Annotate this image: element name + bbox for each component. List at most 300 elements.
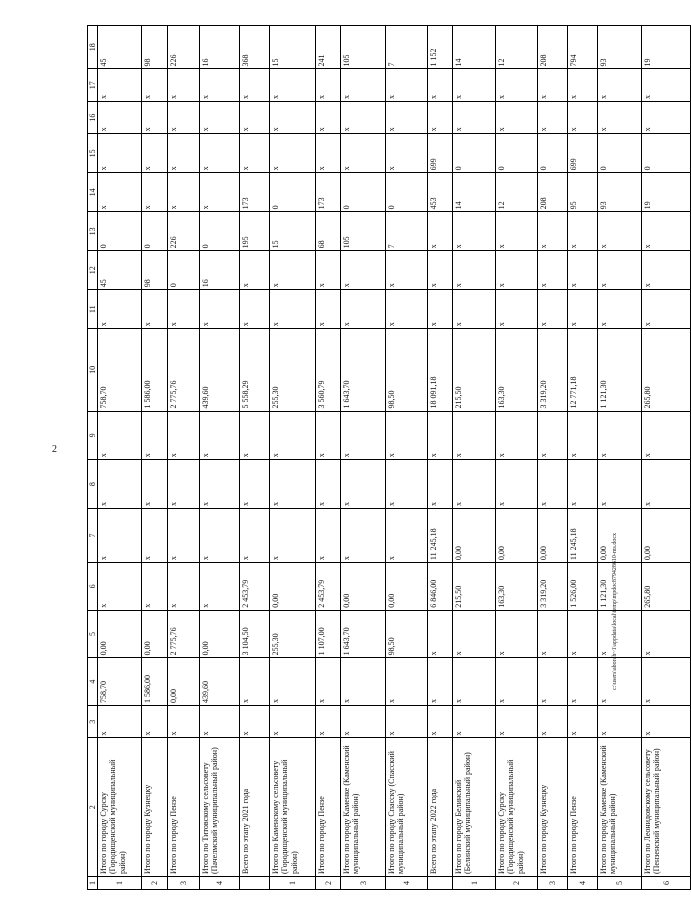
- table-row: [642, 26, 691, 890]
- table-cell: x: [270, 411, 316, 460]
- table-cell: 3 104,50: [240, 610, 270, 658]
- table-cell: x: [200, 563, 240, 611]
- column-header: 18: [88, 26, 98, 69]
- table-cell: x: [386, 411, 428, 460]
- table-cell: x: [598, 290, 642, 329]
- table-cell: x: [142, 460, 168, 509]
- table-cell: x: [568, 212, 598, 251]
- table-cell: 226: [168, 212, 200, 251]
- table-cell: x: [240, 69, 270, 101]
- table-cell: x: [240, 411, 270, 460]
- row-label-cell: Итого по городу Пензе: [168, 738, 200, 877]
- table-cell: 1 586,00: [142, 329, 168, 411]
- table-cell: 0: [453, 134, 496, 173]
- table-row: [386, 26, 428, 890]
- table-cell: x: [98, 563, 142, 611]
- table-cell: 3 560,79: [316, 329, 341, 411]
- table-cell: x: [453, 212, 496, 251]
- table-cell: x: [200, 290, 240, 329]
- table-cell: x: [200, 69, 240, 101]
- table-cell: x: [316, 101, 341, 133]
- table-cell: 5 558,29: [240, 329, 270, 411]
- table-cell: x: [496, 411, 538, 460]
- table-cell: 0,00: [598, 508, 642, 562]
- table-cell: 0,00: [98, 610, 142, 658]
- table-cell: x: [598, 69, 642, 101]
- table-cell: x: [341, 411, 386, 460]
- table-cell: 0,00: [496, 508, 538, 562]
- table-cell: x: [98, 101, 142, 133]
- table-cell: 453: [428, 173, 453, 212]
- table-cell: x: [341, 101, 386, 133]
- table-cell: 265,80: [642, 563, 691, 611]
- table-cell: 0: [496, 134, 538, 173]
- table-cell: x: [453, 290, 496, 329]
- table-cell: x: [142, 69, 168, 101]
- table-cell: x: [341, 705, 386, 737]
- column-header: 6: [88, 563, 98, 611]
- row-label-cell: Всего по этапу 2022 года: [428, 738, 453, 877]
- column-header: 15: [88, 134, 98, 173]
- column-header: 4: [88, 658, 98, 706]
- table-cell: 1 643,70: [341, 610, 386, 658]
- table-cell: x: [200, 705, 240, 737]
- table-cell: x: [142, 134, 168, 173]
- table-row: [98, 26, 142, 890]
- table-cell: 15: [270, 26, 316, 69]
- table-row: [453, 26, 496, 890]
- table-cell: 0: [200, 212, 240, 251]
- table-cell: 173: [240, 173, 270, 212]
- table-cell: 3: [168, 877, 200, 890]
- table-cell: x: [538, 212, 568, 251]
- table-cell: 1: [453, 877, 496, 890]
- table-cell: x: [316, 508, 341, 562]
- table-cell: 0,00: [453, 508, 496, 562]
- table-cell: x: [598, 251, 642, 290]
- row-label-cell: Итого по городу Кузнецку: [538, 738, 568, 877]
- row-label-cell: Итого по городу Каменке (Каменский муниципальный район): [341, 738, 386, 877]
- table-cell: x: [538, 251, 568, 290]
- table-cell: 0: [538, 134, 568, 173]
- table-cell: 758,70: [98, 658, 142, 706]
- table-cell: 1: [98, 877, 142, 890]
- table-cell: x: [168, 290, 200, 329]
- table-cell: x: [341, 251, 386, 290]
- row-label-cell: Итого по городу Сурску (Городищенский муниципальный район): [98, 738, 142, 877]
- table-cell: 215,50: [453, 329, 496, 411]
- table-row: [316, 26, 341, 890]
- column-header: 11: [88, 290, 98, 329]
- table-cell: x: [428, 610, 453, 658]
- table-cell: [428, 877, 453, 890]
- table-cell: x: [598, 411, 642, 460]
- table-cell: 215,50: [453, 563, 496, 611]
- table-cell: x: [168, 173, 200, 212]
- table-cell: 4: [386, 877, 428, 890]
- table-cell: 255,30: [270, 610, 316, 658]
- table-cell: 0: [598, 134, 642, 173]
- table-cell: x: [316, 705, 341, 737]
- table-cell: x: [642, 658, 691, 706]
- table-cell: x: [98, 508, 142, 562]
- table-cell: x: [316, 411, 341, 460]
- table-cell: x: [98, 69, 142, 101]
- table-cell: x: [240, 134, 270, 173]
- table-row: [168, 26, 200, 890]
- column-header: 17: [88, 69, 98, 101]
- table-cell: x: [98, 173, 142, 212]
- table-cell: 0,00: [270, 563, 316, 611]
- table-cell: x: [386, 460, 428, 509]
- table-cell: x: [341, 460, 386, 509]
- table-cell: x: [538, 460, 568, 509]
- table-cell: 11 245,18: [428, 508, 453, 562]
- table-cell: x: [200, 134, 240, 173]
- table-cell: x: [386, 705, 428, 737]
- table-cell: 16: [200, 251, 240, 290]
- table-cell: 3: [538, 877, 568, 890]
- table-cell: 208: [538, 26, 568, 69]
- table-cell: 0,00: [341, 563, 386, 611]
- table-cell: x: [538, 610, 568, 658]
- table-cell: 105: [341, 212, 386, 251]
- page-number: 2: [52, 444, 57, 455]
- table-cell: x: [568, 251, 598, 290]
- table-cell: 19: [642, 173, 691, 212]
- column-header: 1: [88, 877, 98, 890]
- table-cell: 0,00: [168, 658, 200, 706]
- table-cell: 98: [142, 251, 168, 290]
- table-cell: 98: [142, 26, 168, 69]
- table-cell: x: [453, 101, 496, 133]
- table-cell: 0,00: [538, 508, 568, 562]
- column-header: 13: [88, 212, 98, 251]
- table-cell: 14: [453, 173, 496, 212]
- table-row: [568, 26, 598, 890]
- table-cell: 2 775,76: [168, 610, 200, 658]
- table-cell: x: [568, 290, 598, 329]
- table-cell: 758,70: [98, 329, 142, 411]
- table-cell: x: [341, 134, 386, 173]
- table-cell: 2 453,79: [316, 563, 341, 611]
- table-cell: x: [98, 705, 142, 737]
- table-cell: 4: [200, 877, 240, 890]
- table-cell: 0: [168, 251, 200, 290]
- table-cell: x: [568, 69, 598, 101]
- table-cell: x: [168, 134, 200, 173]
- table-cell: x: [428, 101, 453, 133]
- table-cell: x: [200, 101, 240, 133]
- table-cell: x: [598, 705, 642, 737]
- column-header: 7: [88, 508, 98, 562]
- table-cell: 93: [598, 173, 642, 212]
- table-cell: 208: [538, 173, 568, 212]
- table-cell: x: [341, 290, 386, 329]
- table-cell: 0,00: [142, 610, 168, 658]
- table-cell: x: [642, 610, 691, 658]
- table-cell: 98,50: [386, 329, 428, 411]
- table-row: [270, 26, 316, 890]
- table-cell: 2 453,79: [240, 563, 270, 611]
- table-cell: 7: [386, 212, 428, 251]
- table-cell: 265,80: [642, 329, 691, 411]
- row-label-cell: Всего по этапу 2021 года: [240, 738, 270, 877]
- table-cell: 4: [568, 877, 598, 890]
- table-cell: 0: [341, 173, 386, 212]
- table-cell: x: [386, 251, 428, 290]
- table-cell: x: [98, 134, 142, 173]
- table-cell: x: [270, 658, 316, 706]
- table-cell: 699: [428, 134, 453, 173]
- table-cell: x: [200, 411, 240, 460]
- table-cell: x: [598, 610, 642, 658]
- table-cell: x: [428, 705, 453, 737]
- table-cell: 226: [168, 26, 200, 69]
- table-cell: x: [642, 290, 691, 329]
- table-cell: x: [142, 411, 168, 460]
- table-cell: x: [98, 411, 142, 460]
- table-cell: x: [496, 658, 538, 706]
- table-cell: x: [598, 212, 642, 251]
- table-cell: x: [568, 411, 598, 460]
- table-cell: x: [598, 658, 642, 706]
- table-cell: x: [270, 290, 316, 329]
- table-cell: x: [142, 290, 168, 329]
- table-cell: 0: [98, 212, 142, 251]
- table-cell: x: [428, 290, 453, 329]
- table-cell: 1 586,00: [142, 658, 168, 706]
- table-cell: x: [168, 460, 200, 509]
- table-cell: x: [642, 251, 691, 290]
- table-cell: x: [428, 69, 453, 101]
- table-cell: x: [642, 705, 691, 737]
- table-cell: x: [270, 460, 316, 509]
- table-cell: x: [568, 658, 598, 706]
- table-cell: 1 526,00: [568, 563, 598, 611]
- table-cell: x: [142, 563, 168, 611]
- table-cell: 2: [496, 877, 538, 890]
- table-cell: x: [568, 705, 598, 737]
- table-cell: 241: [316, 26, 341, 69]
- column-header: 5: [88, 610, 98, 658]
- table-cell: 98,50: [386, 610, 428, 658]
- table-cell: 2: [142, 877, 168, 890]
- table-cell: x: [642, 101, 691, 133]
- table-cell: x: [496, 610, 538, 658]
- table-cell: x: [270, 251, 316, 290]
- table-cell: 1 643,70: [341, 329, 386, 411]
- table-cell: x: [453, 658, 496, 706]
- table-cell: 12: [496, 26, 538, 69]
- table-cell: 15: [270, 212, 316, 251]
- table-cell: x: [598, 460, 642, 509]
- row-label-cell: Итого по городу Каменке (Каменский муниципальный район): [598, 738, 642, 877]
- table-cell: 0,00: [200, 610, 240, 658]
- table-cell: x: [538, 705, 568, 737]
- table-cell: x: [598, 101, 642, 133]
- table-cell: x: [240, 508, 270, 562]
- table-cell: x: [496, 705, 538, 737]
- table-cell: x: [168, 705, 200, 737]
- footer-file-path: c:\users\aborah~1\appdata\local\temp\mpdoc879428610-ms.docx: [612, 532, 618, 690]
- row-label-cell: Итого по городу Пензе: [568, 738, 598, 877]
- column-header: 2: [88, 738, 98, 877]
- table-cell: 195: [240, 212, 270, 251]
- table-cell: 368: [240, 26, 270, 69]
- table-row: [496, 26, 538, 890]
- table-cell: 16: [200, 26, 240, 69]
- table-cell: 95: [568, 173, 598, 212]
- table-row: [598, 26, 642, 890]
- table-cell: x: [453, 251, 496, 290]
- table-cell: x: [496, 290, 538, 329]
- table-cell: 93: [598, 26, 642, 69]
- table-cell: 0,00: [642, 508, 691, 562]
- table-cell: 699: [568, 134, 598, 173]
- table-cell: x: [240, 101, 270, 133]
- table-cell: x: [453, 610, 496, 658]
- table-cell: 105: [341, 26, 386, 69]
- table-cell: x: [200, 460, 240, 509]
- table-cell: 2 775,76: [168, 329, 200, 411]
- table-cell: 6: [642, 877, 691, 890]
- table-row: [428, 26, 453, 890]
- table-cell: x: [168, 101, 200, 133]
- table-cell: x: [642, 69, 691, 101]
- table-cell: x: [568, 101, 598, 133]
- row-label-cell: Итого по городу Белинский (Белинский муниципальный район): [453, 738, 496, 877]
- table-row: [538, 26, 568, 890]
- table-cell: x: [386, 658, 428, 706]
- table-cell: x: [453, 69, 496, 101]
- table-cell: x: [453, 460, 496, 509]
- table-row: [240, 26, 270, 890]
- row-label-cell: Итого по Титовскому сельсовету (Пачелмский муниципальный район): [200, 738, 240, 877]
- table-cell: 45: [98, 26, 142, 69]
- table-cell: 2: [316, 877, 341, 890]
- table-cell: 0: [386, 173, 428, 212]
- table-cell: 3: [341, 877, 386, 890]
- table-cell: 19: [642, 26, 691, 69]
- row-label-cell: Итого по Леонидовскому сельсовету (Пензенский муниципальный район): [642, 738, 691, 877]
- table-cell: x: [496, 212, 538, 251]
- table-cell: x: [240, 290, 270, 329]
- column-header: 14: [88, 173, 98, 212]
- table-cell: 3 319,20: [538, 563, 568, 611]
- table-cell: 255,30: [270, 329, 316, 411]
- column-header: 12: [88, 251, 98, 290]
- table-cell: x: [240, 658, 270, 706]
- table-cell: x: [538, 658, 568, 706]
- table-cell: 173: [316, 173, 341, 212]
- table-cell: 68: [316, 212, 341, 251]
- table-cell: 3 319,20: [538, 329, 568, 411]
- table-row: [200, 26, 240, 890]
- table-cell: x: [386, 101, 428, 133]
- table-cell: 6 846,00: [428, 563, 453, 611]
- table-cell: x: [496, 251, 538, 290]
- table-cell: x: [428, 251, 453, 290]
- table-cell: x: [316, 460, 341, 509]
- table-cell: 1: [270, 877, 316, 890]
- column-header: 16: [88, 101, 98, 133]
- table-cell: 45: [98, 251, 142, 290]
- table-cell: x: [386, 69, 428, 101]
- table-cell: 163,30: [496, 563, 538, 611]
- table-cell: x: [642, 212, 691, 251]
- table-cell: 1 107,00: [316, 610, 341, 658]
- table-cell: x: [142, 508, 168, 562]
- table-cell: 12 771,18: [568, 329, 598, 411]
- table-cell: x: [142, 705, 168, 737]
- table-cell: x: [270, 69, 316, 101]
- table-cell: x: [270, 134, 316, 173]
- table-cell: x: [316, 251, 341, 290]
- table-cell: x: [642, 460, 691, 509]
- column-header: 10: [88, 329, 98, 411]
- table-cell: x: [568, 460, 598, 509]
- table-row: [341, 26, 386, 890]
- table-cell: x: [168, 508, 200, 562]
- table-cell: x: [453, 411, 496, 460]
- table-cell: x: [316, 69, 341, 101]
- table-cell: x: [200, 173, 240, 212]
- table-cell: 0: [270, 173, 316, 212]
- table-cell: x: [98, 290, 142, 329]
- table-cell: x: [142, 173, 168, 212]
- table-cell: 439,60: [200, 329, 240, 411]
- table-cell: x: [341, 508, 386, 562]
- table-cell: x: [453, 705, 496, 737]
- table-cell: x: [316, 290, 341, 329]
- table-cell: x: [538, 69, 568, 101]
- table-cell: 18 091,18: [428, 329, 453, 411]
- table-cell: 163,30: [496, 329, 538, 411]
- table-cell: 11 245,18: [568, 508, 598, 562]
- table-cell: x: [568, 610, 598, 658]
- table-cell: x: [270, 508, 316, 562]
- table-cell: x: [538, 290, 568, 329]
- table-cell: 794: [568, 26, 598, 69]
- table-cell: 1 152: [428, 26, 453, 69]
- table-cell: 439,60: [200, 658, 240, 706]
- table-cell: x: [240, 460, 270, 509]
- column-header: 8: [88, 460, 98, 509]
- data-table: [87, 25, 691, 890]
- row-label-cell: Итого по городу Кузнецку: [142, 738, 168, 877]
- table-cell: x: [142, 101, 168, 133]
- table-cell: 14: [453, 26, 496, 69]
- table-cell: x: [200, 508, 240, 562]
- table-cell: x: [386, 134, 428, 173]
- row-label-cell: Итого по Каменскому сельсовету (Городищенский муниципальный район): [270, 738, 316, 877]
- table-cell: x: [168, 69, 200, 101]
- table-cell: [240, 877, 270, 890]
- table-cell: x: [642, 411, 691, 460]
- column-header: 9: [88, 411, 98, 460]
- row-label-cell: Итого по городу Пензе: [316, 738, 341, 877]
- table-cell: x: [496, 69, 538, 101]
- table-cell: x: [316, 134, 341, 173]
- table-cell: x: [168, 563, 200, 611]
- table-cell: x: [341, 69, 386, 101]
- row-label-cell: Итого по городу Сурску (Городищенский муниципальный район): [496, 738, 538, 877]
- table-cell: x: [270, 101, 316, 133]
- table-cell: 1 121,30: [598, 329, 642, 411]
- table-cell: x: [98, 460, 142, 509]
- table-cell: 0: [642, 134, 691, 173]
